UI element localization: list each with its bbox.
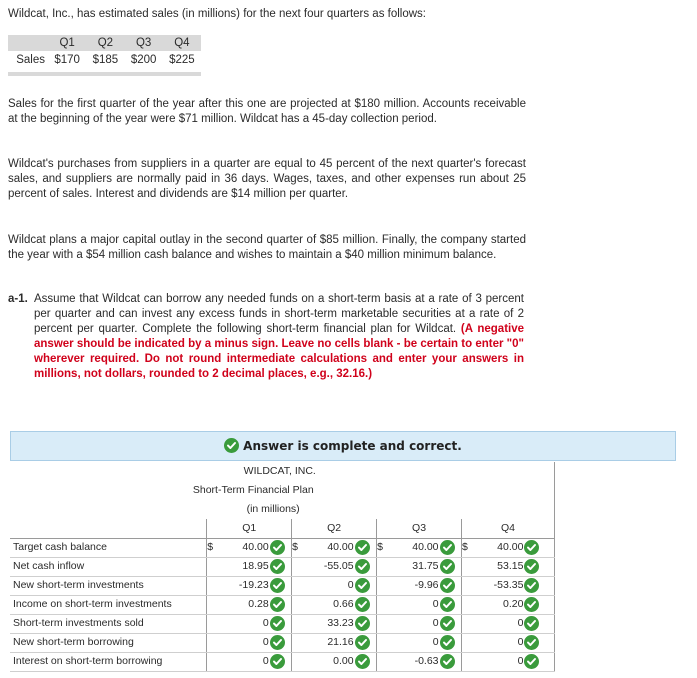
check-circle-icon [270, 578, 285, 593]
currency-symbol [207, 576, 217, 595]
currency-symbol [292, 633, 302, 652]
check-circle-icon [355, 616, 370, 631]
check-circle-icon [440, 559, 455, 574]
sales-row-label: Sales [16, 53, 45, 66]
check-circle-icon [440, 597, 455, 612]
currency-symbol [377, 652, 387, 671]
plan-value-q3[interactable]: 0 [387, 633, 440, 652]
plan-row-label: Income on short-term investments [10, 595, 207, 614]
sales-header-q4: Q4 [163, 35, 201, 51]
check-circle-icon [440, 654, 455, 669]
plan-value-q2[interactable]: 40.00 [302, 538, 355, 557]
currency-symbol [292, 595, 302, 614]
plan-row-label: Net cash inflow [10, 557, 207, 576]
currency-symbol [462, 633, 472, 652]
plan-value-q2[interactable]: 0.66 [302, 595, 355, 614]
sales-q3: $200 [130, 53, 157, 66]
check-circle-icon [355, 654, 370, 669]
currency-symbol [292, 557, 302, 576]
plan-row-label: New short-term borrowing [10, 633, 207, 652]
plan-value-q1[interactable]: 0 [217, 652, 270, 671]
plan-value-q3[interactable]: 0 [387, 595, 440, 614]
plan-value-q1[interactable]: 0 [217, 633, 270, 652]
plan-title: Short-Term Financial Plan [192, 484, 314, 496]
currency-symbol [292, 576, 302, 595]
plan-row-label: Short-term investments sold [10, 614, 207, 633]
check-circle-icon [270, 540, 285, 555]
financial-plan-table [10, 462, 555, 672]
plan-value-q3[interactable]: 0 [387, 614, 440, 633]
currency-symbol [377, 576, 387, 595]
currency-symbol: $ [292, 538, 302, 557]
plan-value-q4[interactable]: 0.20 [472, 595, 525, 614]
question-number: a-1. [8, 293, 28, 305]
sales-table-rule [8, 72, 201, 76]
plan-row [10, 557, 555, 576]
plan-value-q4[interactable]: 0 [472, 652, 525, 671]
plan-value-q4[interactable]: 40.00 [472, 538, 525, 557]
check-circle-icon [224, 438, 239, 453]
plan-row [10, 633, 555, 652]
currency-symbol [207, 652, 217, 671]
plan-value-q1[interactable]: 18.95 [217, 557, 270, 576]
sales-header-blank [8, 35, 48, 51]
check-circle-icon [355, 635, 370, 650]
question-instruction: (A negative answer should be indicated by a minus sign. Leave no cells blank - be certain to enter "0" wherever required. Do not round intermediate calculations and enter your answers in millions, not dollars, rounded to 2 decimal places, e.g., 32.16.) [34, 323, 525, 380]
question-body: Assume that Wildcat can borrow any needed funds on a short-term basis at a rate of 3 percent per quarter and can invest any excess funds in short-term marketable securities at a rate of 2 percent per quarter. Complete the following short-term financial plan for Wildcat. [34, 293, 524, 335]
plan-header-q3: Q3 [377, 519, 462, 538]
sales-q4: $225 [169, 53, 195, 66]
check-circle-icon [440, 616, 455, 631]
currency-symbol [462, 652, 472, 671]
plan-value-q3[interactable]: 40.00 [387, 538, 440, 557]
currency-symbol [462, 557, 472, 576]
check-circle-icon [355, 597, 370, 612]
currency-symbol [462, 595, 472, 614]
currency-symbol [207, 633, 217, 652]
currency-symbol: $ [462, 538, 472, 557]
currency-symbol [207, 595, 217, 614]
answer-status-bar [10, 431, 676, 461]
plan-header-q2: Q2 [292, 519, 377, 538]
plan-company: WILDCAT, INC. [243, 465, 316, 477]
sales-header-q1: Q1 [48, 35, 86, 51]
plan-value-q4[interactable]: 53.15 [472, 557, 525, 576]
check-circle-icon [524, 616, 539, 631]
check-circle-icon [270, 654, 285, 669]
currency-symbol [207, 557, 217, 576]
paragraph-sales: Sales for the first quarter of the year after this one are projected at $180 million. Accounts receivable at the beginning of the year were $71 million. Wildcat has a 45-day collection period. [8, 98, 526, 125]
question-text [34, 292, 524, 382]
sales-q2: $185 [92, 53, 119, 66]
check-circle-icon [270, 559, 285, 574]
currency-symbol [207, 614, 217, 633]
plan-header-q1: Q1 [207, 519, 292, 538]
currency-symbol [377, 595, 387, 614]
plan-value-q1[interactable]: 40.00 [217, 538, 270, 557]
plan-row [10, 538, 555, 557]
check-circle-icon [440, 578, 455, 593]
currency-symbol [377, 557, 387, 576]
plan-value-q2[interactable]: 33.23 [302, 614, 355, 633]
plan-units: (in millions) [246, 503, 300, 515]
check-circle-icon [524, 635, 539, 650]
check-circle-icon [524, 597, 539, 612]
check-circle-icon [524, 540, 539, 555]
check-circle-icon [270, 635, 285, 650]
currency-symbol: $ [207, 538, 217, 557]
answer-status-text: Answer is complete and correct. [243, 439, 462, 453]
currency-symbol [377, 614, 387, 633]
check-circle-icon [355, 578, 370, 593]
plan-header-q4: Q4 [462, 519, 555, 538]
paragraph-capital: Wildcat plans a major capital outlay in the second quarter of $85 million. Finally, the company started the year with a $54 million cash balance and wishes to maintain a $40 million minimum balance. [8, 234, 526, 261]
plan-value-q4[interactable]: 0 [472, 633, 525, 652]
plan-value-q4[interactable]: -53.35 [472, 576, 525, 595]
plan-row [10, 652, 555, 671]
currency-symbol: $ [377, 538, 387, 557]
check-circle-icon [355, 559, 370, 574]
sales-table [8, 35, 201, 68]
check-circle-icon [355, 540, 370, 555]
plan-value-q1[interactable]: 0 [217, 614, 270, 633]
check-circle-icon [440, 540, 455, 555]
check-circle-icon [524, 578, 539, 593]
currency-symbol [462, 576, 472, 595]
plan-value-q4[interactable]: 0 [472, 614, 525, 633]
plan-value-q3[interactable]: -0.63 [387, 652, 440, 671]
currency-symbol [292, 614, 302, 633]
currency-symbol [377, 633, 387, 652]
plan-row-label: New short-term investments [10, 576, 207, 595]
plan-value-q1[interactable]: 0.28 [217, 595, 270, 614]
plan-row-label: Interest on short-term borrowing [10, 652, 207, 671]
plan-value-q2[interactable]: -55.05 [302, 557, 355, 576]
plan-row [10, 614, 555, 633]
intro-text: Wildcat, Inc., has estimated sales (in millions) for the next four quarters as follows: [8, 8, 426, 20]
plan-row [10, 595, 555, 614]
currency-symbol [292, 652, 302, 671]
sales-q1: $170 [54, 53, 80, 66]
check-circle-icon [524, 654, 539, 669]
plan-row [10, 576, 555, 595]
check-circle-icon [270, 597, 285, 612]
plan-value-q3[interactable]: 31.75 [387, 557, 440, 576]
check-circle-icon [524, 559, 539, 574]
plan-value-q1[interactable]: -19.23 [217, 576, 270, 595]
currency-symbol [462, 614, 472, 633]
plan-value-q2[interactable]: 0 [302, 576, 355, 595]
paragraph-purchases: Wildcat's purchases from suppliers in a quarter are equal to 45 percent of the next quarter's forecast sales, and suppliers are normally paid in 36 days. Wages, taxes, and other expenses run about 25 percent of sales. Interest and dividends are $14 million per quarter. [8, 158, 526, 200]
plan-value-q2[interactable]: 0.00 [302, 652, 355, 671]
check-circle-icon [440, 635, 455, 650]
plan-row-label: Target cash balance [10, 538, 207, 557]
sales-header-q3: Q3 [125, 35, 163, 51]
sales-header-q2: Q2 [86, 35, 124, 51]
plan-value-q2[interactable]: 21.16 [302, 633, 355, 652]
plan-value-q3[interactable]: -9.96 [387, 576, 440, 595]
check-circle-icon [270, 616, 285, 631]
